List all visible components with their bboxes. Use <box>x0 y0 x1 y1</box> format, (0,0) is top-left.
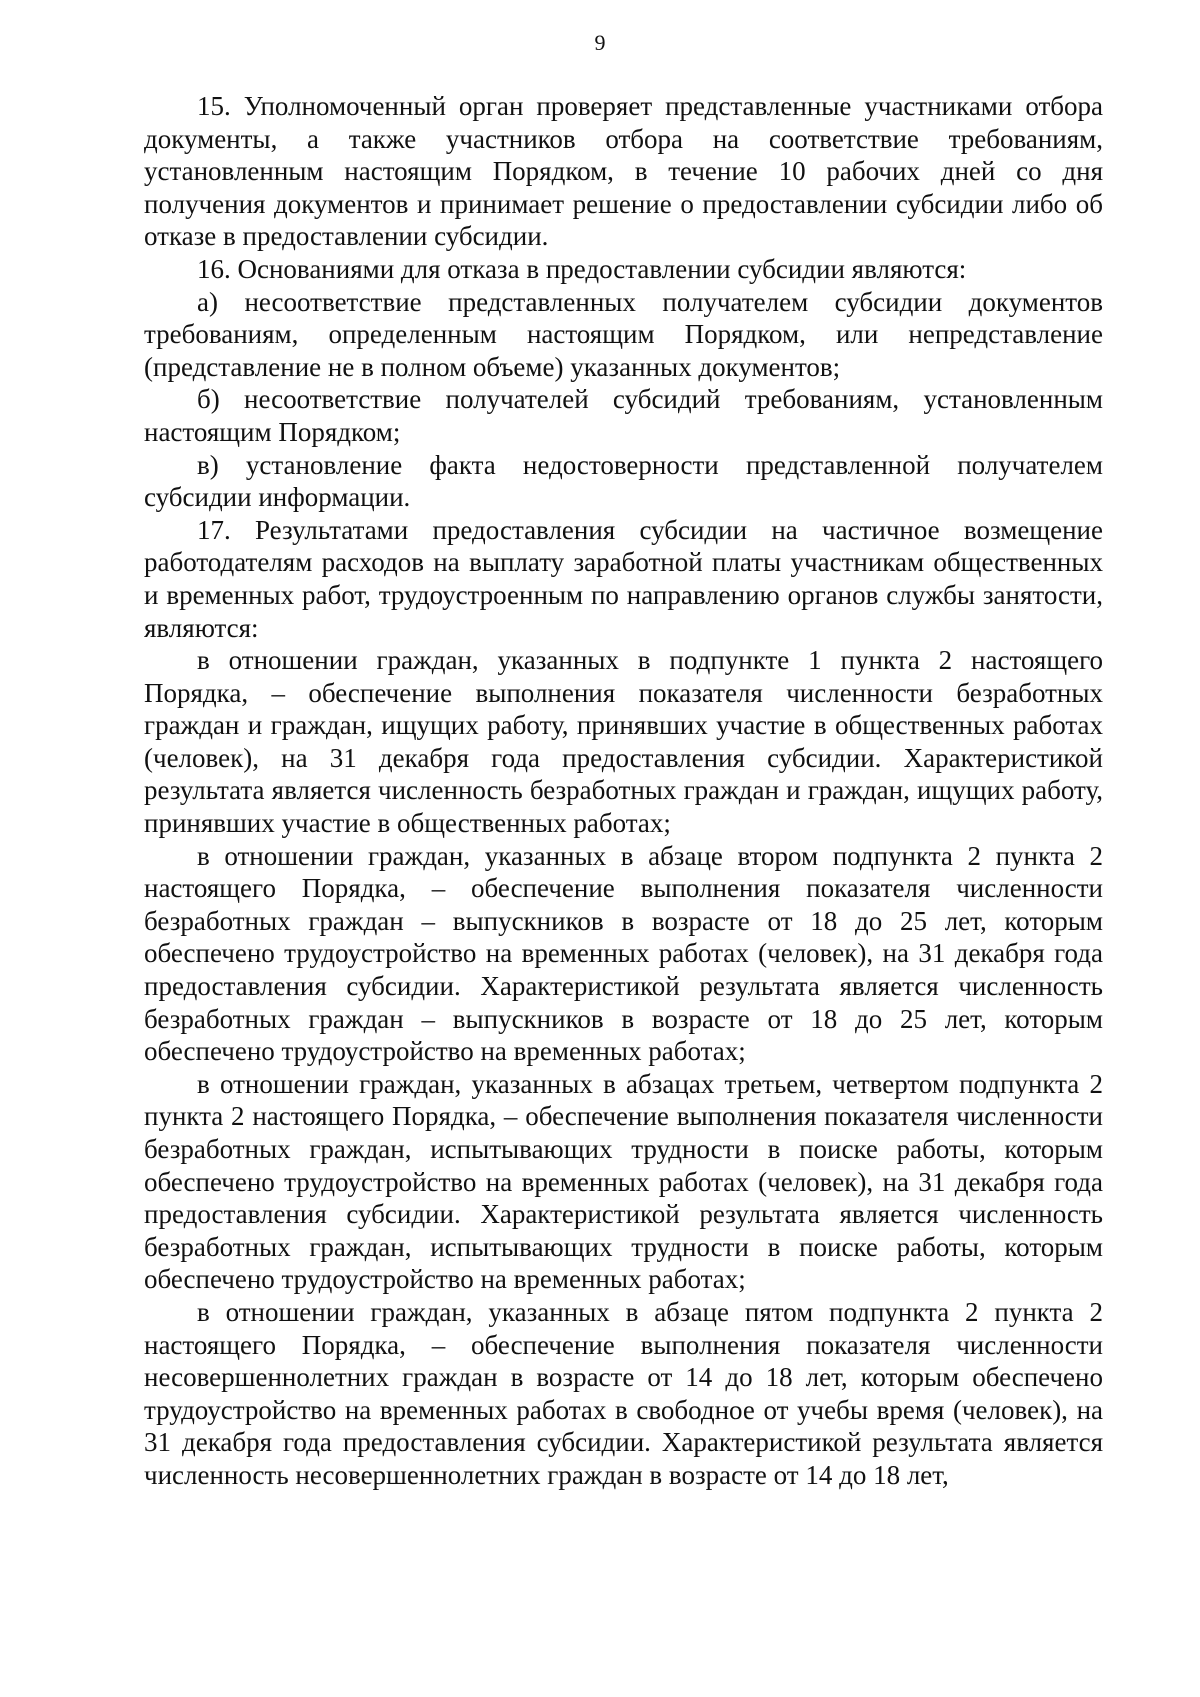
paragraph-17-item-4: в отношении граждан, указанных в абзаце пятом подпункта 2 пункта 2 настоящего Порядка, – обеспечение выполнения показателя численности несовершеннолетних граждан в возрасте от 14 до 18 лет, которым обеспечено трудоустройство на временных работах в свободное от учебы время (человек), на 31 декабря года предоставления субсидии. Характеристикой результата является численность несовершеннолетних граждан в возрасте от 14 до 18 лет, <box>144 1296 1103 1490</box>
paragraph-17: 17. Результатами предоставления субсидии на частичное возмещение работодателям расходов на выплату заработной платы участникам общественных и временных работ, трудоустроенным по направлению органов службы занятости, являются: <box>144 514 1103 643</box>
paragraph-17-item-3: в отношении граждан, указанных в абзацах третьем, четвертом подпункта 2 пункта 2 настоящего Порядка, – обеспечение выполнения показателя численности безработных граждан, испытывающих трудности в поиске работы, которым обеспечено трудоустройство на временных работах (человек), на 31 декабря года предоставления субсидии. Характеристикой результата является численность безработных граждан, испытывающих трудности в поиске работы, которым обеспечено трудоустройство на временных работах; <box>144 1068 1103 1295</box>
paragraph-16: 16. Основаниями для отказа в предоставлении субсидии являются: <box>197 253 967 284</box>
page-number: 9 <box>594 30 606 55</box>
paragraph-17-item-1: в отношении граждан, указанных в подпункте 1 пункта 2 настоящего Порядка, – обеспечение выполнения показателя численности безработных граждан и граждан, ищущих работу, принявших участие в общественных работах (человек), на 31 декабря года предоставления субсидии. Характеристикой результата является численность безработных граждан и граждан, ищущих работу, принявших участие в общественных работах; <box>144 645 1103 839</box>
paragraph-16-b: б) несоответствие получателей субсидий требованиям, установленным настоящим Порядком; <box>144 384 1103 447</box>
paragraph-16-a: а) несоответствие представленных получателем субсидии документов требованиям, определенным настоящим Порядком, или непредставление (представление не в полном объеме) указанных документов; <box>144 286 1103 382</box>
document-body <box>144 90 1103 1492</box>
paragraph-17-item-2: в отношении граждан, указанных в абзаце втором подпункта 2 пункта 2 настоящего Порядка, – обеспечение выполнения показателя численности безработных граждан – выпускников в возрасте от 18 до 25 лет, которым обеспечено трудоустройство на временных работах (человек), на 31 декабря года предоставления субсидии. Характеристикой результата является численность безработных граждан – выпускников в возрасте от 18 до 25 лет, которым обеспечено трудоустройство на временных работах; <box>144 840 1103 1067</box>
paragraph-15: 15. Уполномоченный орган проверяет представленные участниками отбора документы, а также участников отбора на соответствие требованиям, установленным настоящим Порядком, в течение 10 рабочих дней со дня получения документов и принимает решение о предоставлении субсидии либо об отказе в предоставлении субсидии. <box>144 91 1103 252</box>
paragraph-16-v: в) установление факта недостоверности представленной получателем субсидии информации. <box>144 449 1103 513</box>
